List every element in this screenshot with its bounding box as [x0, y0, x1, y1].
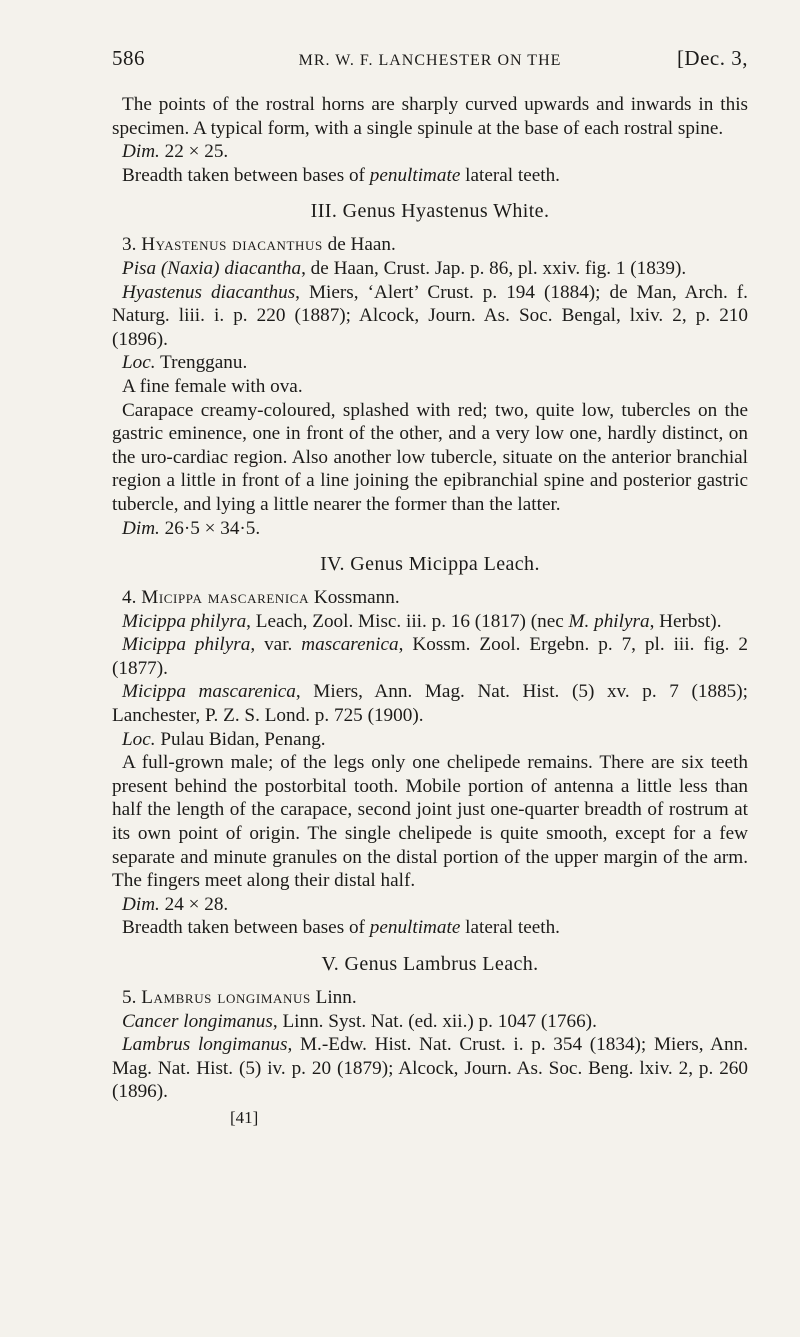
genus-heading-lambrus: V. Genus Lambrus Leach. — [321, 953, 539, 975]
running-header — [112, 46, 748, 71]
species-heading-lambrus: 5. Lambrus longimanus Linn. — [122, 987, 357, 1008]
synonym-line: Micippa philyra, Leach, Zool. Misc. iii. p. 16 (1817) (nec M. philyra, Herbst). — [122, 610, 722, 632]
synonym-line: Micippa philyra, var. mascarenica, Kossm. Zool. Ergebn. p. 7, pl. iii. fig. 2 (1877). — [112, 634, 748, 679]
header-date: [Dec. 3, — [676, 46, 748, 70]
signature-mark: [41] — [230, 1107, 259, 1127]
intro-breadth: Breadth taken between bases of penultimate lateral teeth. — [122, 164, 560, 186]
dimension-line: Dim. 26·5 × 34·5. — [122, 517, 261, 539]
page-number: 586 — [112, 46, 145, 70]
synonym-line: Lambrus longimanus, M.-Edw. Hist. Nat. Crust. i. p. 354 (1834); Miers, Ann. Mag. Nat. Hist. (5) iv. p. 20 (1879); Alcock, Journ. As. Soc. Beng. lxiv. 2, p. 260 (1896). — [112, 1034, 748, 1103]
locality-line: Loc. Pulau Bidan, Penang. — [122, 728, 326, 750]
dimension-line: Dim. 24 × 28. — [122, 893, 229, 915]
breadth-line: Breadth taken between bases of penultimate lateral teeth. — [122, 917, 560, 939]
genus-heading-hyastenus: III. Genus Hyastenus White. — [310, 200, 550, 223]
running-title: MR. W. F. LANCHESTER ON THE — [298, 52, 562, 69]
species-heading-hyastenus: 3. Hyastenus diacanthus de Haan. — [122, 234, 396, 256]
synonym-line: Micippa mascarenica, Miers, Ann. Mag. Nat. Hist. (5) xv. p. 7 (1885); Lanchester, P. Z. S. Lond. p. 725 (1900). — [112, 681, 748, 727]
synonym-line: Cancer longimanus, Linn. Syst. Nat. (ed. xii.) p. 1047 (1766). — [122, 1010, 597, 1032]
synonym-line: Hyastenus diacanthus, Miers, ‘Alert’ Crust. p. 194 (1884); de Man, Arch. f. Naturg. liii. i. p. 220 (1887); Alcock, Journ. As. Soc. Bengal, lxiv. 2, p. 210 (1896). — [112, 281, 748, 350]
synonym-line: Pisa (Naxia) diacantha, de Haan, Crust. Jap. p. 86, pl. xxiv. fig. 1 (1839). — [122, 257, 687, 279]
intro-dim: Dim. 22 × 25. — [122, 141, 229, 163]
locality-line: Loc. Trengganu. — [122, 352, 248, 374]
species-heading-micippa: 4. Micippa mascarenica Kossmann. — [122, 587, 400, 609]
description-paragraph: A fine female with ova. — [122, 375, 303, 397]
description-paragraph: Carapace creamy-coloured, splashed with red; two, quite low, tubercles on the gastric eminence, one in front of the other, and a very low one, hardly distinct, on the uro-cardiac region. Also another low tubercle, situate on the anterior branchial region a little in front of a line joining the epibranchial spine and posterior gastric tubercle, and lying a little nearer the former than the latter. — [112, 399, 748, 515]
intro-paragraph: The points of the rostral horns are sharply curved upwards and inwards in this specimen. A typical form, with a single spinule at the base of each rostral spine. — [112, 94, 748, 139]
description-paragraph: A full-grown male; of the legs only one chelipede remains. There are six teeth present behind the postorbital tooth. Mobile portion of antenna a little less than half the length of the carapace, second joint just one-quarter breadth of rostrum at its own point of origin. The single chelipede is quite smooth, except for a few separate and minute granules on the distal portion of the upper margin of the arm. The fingers meet along their distal half. — [112, 752, 748, 892]
genus-heading-micippa: IV. Genus Micippa Leach. — [320, 553, 540, 576]
